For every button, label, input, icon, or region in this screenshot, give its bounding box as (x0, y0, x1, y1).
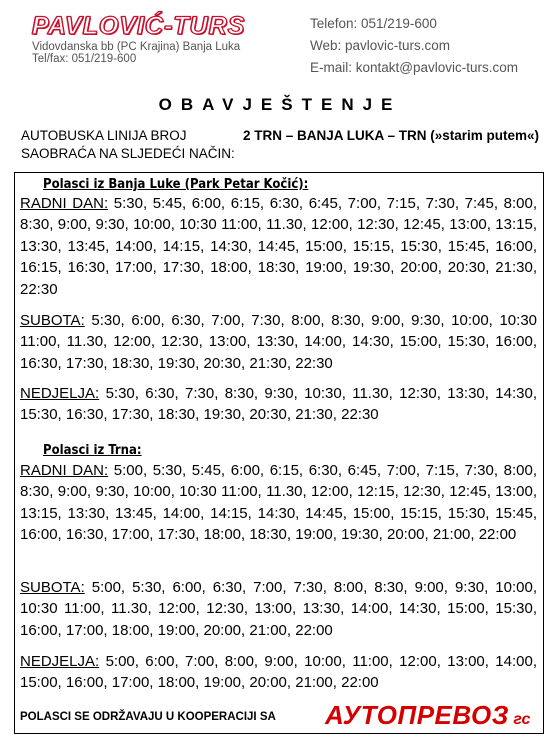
letterhead (0, 0, 560, 80)
company-address: Vidovdanska bb (PC Krajina) Banja Luka (32, 41, 241, 53)
partner-logo-main: АУТОПРЕВОЗ (325, 700, 509, 730)
day-label-sunday: NEDJELJA: (20, 385, 100, 402)
intro-line-1 (21, 127, 539, 145)
schedule-bl-sunday (20, 383, 537, 426)
intro-route: 2 TRN – BANJA LUKA – TRN (»starim putem«) (242, 128, 539, 143)
company-logo: PAVLOVIĆ-TURS (32, 12, 246, 40)
day-label-weekday: RADNI DAN: (20, 462, 109, 479)
schedule-trn-weekday (20, 460, 537, 546)
contact-block (310, 13, 518, 79)
day-label-sunday: NEDJELJA: (20, 653, 100, 670)
schedule-bl-saturday (20, 310, 537, 374)
partner-logo (325, 700, 530, 730)
day-label-saturday: SUBOTA: (20, 312, 85, 329)
notice-intro (21, 127, 539, 163)
section-title-trn: Polasci iz Trna: (43, 443, 142, 458)
schedule-trn-sunday (20, 651, 537, 694)
times-bl-weekday: 5:30, 5:45, 6:00, 6:15, 6:30, 6:45, 7:00, 7:15, 7:30, 7:45, 8:00, 8:30, 9:00, 9:30, 10:00, 10:30 11:00, 11.30, 12:00, 12:30, 12:45, 13:00, 13:15, 13:30, 13:45, 14:00, 14:15, 14:30, 14:45, 15:00, 15:15, 15:30, 15:45, 16:00, 16:15, 16:30, 17:00, 17:30, 18:00, 18:30, 19:00, 19:30, 20:00, 20:30, 21:30, 22:30 (20, 195, 537, 298)
partner-logo-suffix: гс (513, 711, 531, 728)
times-bl-saturday: 5:30, 6:00, 6:30, 7:00, 7:30, 8:00, 8:30, 9:00, 9:30, 10:00, 10:30 11:00, 11.30, 12:00, 12:30, 13:00, 13:30, 14:00, 14:30, 15:00, 15:30, 16:00, 16:30, 17:30, 18:30, 19:30, 20:30, 21:30, 22:30 (20, 312, 538, 372)
section-title-banja-luka: Polasci iz Banja Luke (Park Petar Kočić): (43, 177, 309, 192)
times-trn-saturday: 5:00, 5:30, 6:00, 6:30, 7:00, 7:30, 8:00, 8:30, 9:00, 9:30, 10:00, 10:30 11:00, 11.30, 12:00, 12:30, 13:00, 13:30, 14:00, 14:30, 15:00, 15:30, 16:00, 17:00, 18:00, 19:00, 20:00, 21:00, 22:00 (20, 579, 537, 639)
intro-prefix: AUTOBUSKA LINIJA BROJ (21, 128, 187, 143)
times-bl-sunday: 5:30, 6:30, 7:30, 8:30, 9:30, 10:30, 11.30, 12:30, 13:30, 14:30, 15:30, 16:30, 17:30, 18:30, 19:30, 20:30, 21:30, 22:30 (20, 385, 537, 424)
schedule-bl-weekday (20, 193, 537, 300)
contact-web: Web: pavlovic-turs.com (310, 38, 451, 53)
day-label-saturday: SUBOTA: (20, 579, 85, 596)
company-phone-fax: Tel/fax: 051/219-600 (32, 53, 137, 65)
times-trn-sunday: 5:00, 6:00, 7:00, 8:00, 9:00, 10:00, 11:00, 12:00, 13:00, 14:00, 15:00, 16:00, 17:00, 18:00, 19:00, 20:00, 21:00, 22:00 (20, 653, 537, 692)
notice-title: OBAVJEŠTENJE (158, 95, 402, 114)
contact-phone: Telefon: 051/219-600 (310, 16, 437, 31)
schedule-trn-saturday (20, 577, 537, 641)
contact-email: E-mail: kontakt@pavlovic-turs.com (310, 60, 519, 75)
intro-line-2: SAOBRAĆA NA SLJEDEĆI NAČIN: (21, 146, 235, 161)
cooperation-note: POLASCI SE ODRŽAVAJU U KOOPERACIJI SA (20, 711, 276, 723)
day-label-weekday: RADNI DAN: (20, 195, 109, 212)
times-trn-weekday: 5:00, 5:30, 5:45, 6:00, 6:15, 6:30, 6:45, 7:00, 7:15, 7:30, 8:00, 8:30, 9:00, 9:30, 10:00, 10:30 11:00, 11.30, 12:00, 12:15, 12:30, 12:45, 13:00, 13:15, 13:30, 13:45, 14:00, 14:15, 14:30, 14:45, 15:00, 15:15, 15:30, 15:45, 16:00, 16:30, 17:00, 17:30, 18:00, 18:30, 19:00, 19:30, 20:00, 21:00, 22:00 (20, 462, 537, 544)
